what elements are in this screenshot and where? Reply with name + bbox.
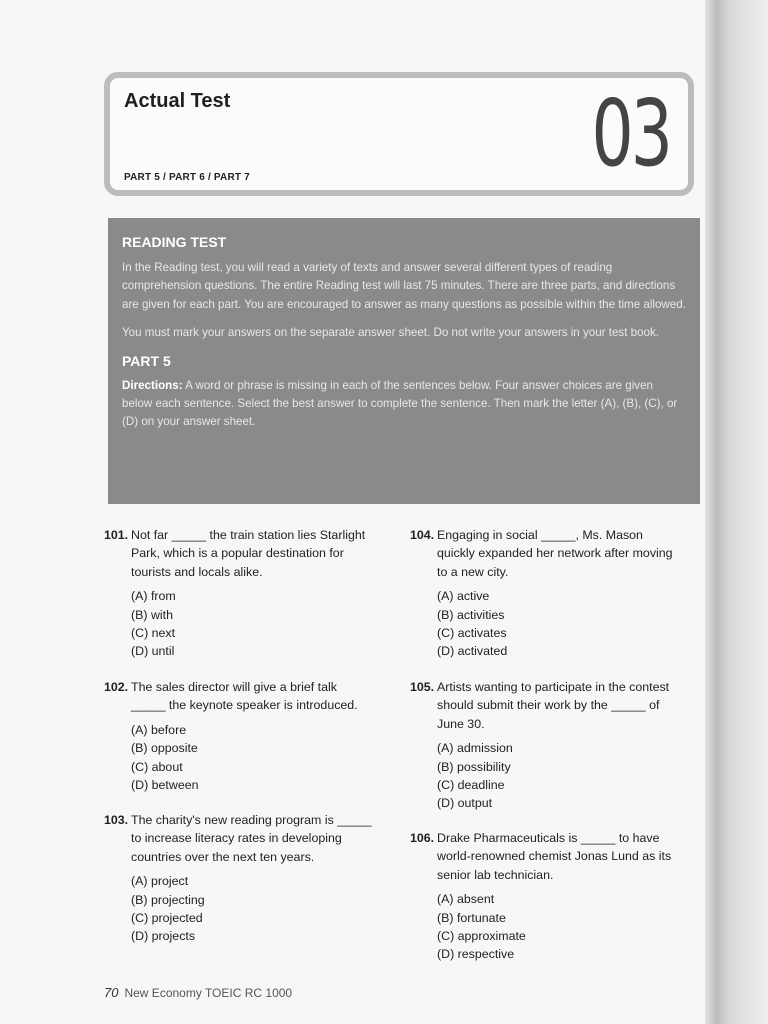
test-title: Actual Test <box>124 90 231 112</box>
option-d[interactable]: (D) activated <box>437 644 508 659</box>
answer-options <box>131 721 374 795</box>
option-c[interactable]: (C) projected <box>131 911 203 926</box>
question-number: 104. <box>410 528 435 542</box>
page-footer <box>104 985 292 1000</box>
option-d[interactable]: (D) until <box>131 644 175 659</box>
question-103 <box>104 811 374 946</box>
option-d[interactable]: (D) projects <box>131 929 196 944</box>
test-number: 03 <box>591 80 670 187</box>
reading-test-instructions <box>108 218 700 504</box>
answer-sheet-paragraph: You must mark your answers on the separate answer sheet. Do not write your answers in your test book. <box>122 326 660 340</box>
directions-label: Directions: <box>122 378 183 392</box>
answer-options <box>131 587 374 661</box>
question-105 <box>410 678 680 813</box>
question-text: Engaging in social _____, Ms. Mason quickly expanded her network after moving to a new city. <box>437 528 673 579</box>
parts-label: PART 5 / PART 6 / PART 7 <box>124 172 250 183</box>
question-number: 105. <box>410 680 435 694</box>
book-title: New Economy TOEIC RC 1000 <box>124 986 293 1000</box>
option-a[interactable]: (A) absent <box>437 892 495 907</box>
answer-options <box>437 890 680 964</box>
binding-shadow <box>705 0 768 1024</box>
question-101 <box>104 526 374 661</box>
question-number: 103. <box>104 813 129 827</box>
option-b[interactable]: (B) activities <box>437 607 505 622</box>
option-d[interactable]: (D) output <box>437 796 493 811</box>
question-text: Artists wanting to participate in the contest should submit their work by the _____ of June 30. <box>437 680 670 731</box>
option-b[interactable]: (B) fortunate <box>437 910 506 925</box>
option-b[interactable]: (B) possibility <box>437 759 511 774</box>
answer-options <box>131 872 374 946</box>
option-c[interactable]: (C) approximate <box>437 929 526 944</box>
option-c[interactable]: (C) about <box>131 759 183 774</box>
question-number: 101. <box>104 528 129 542</box>
question-text: Drake Pharmaceuticals is _____ to have world-renowned chemist Jonas Lund as its senior lab technician. <box>437 831 672 882</box>
answer-options <box>437 587 680 661</box>
part-heading: PART 5 <box>122 352 171 369</box>
option-a[interactable]: (A) before <box>131 722 187 737</box>
answer-options <box>437 739 680 813</box>
question-text: The charity's new reading program is _____ to increase literacy rates in developing countries over the next ten years. <box>131 813 372 864</box>
directions-text: A word or phrase is missing in each of the sentences below. Four answer choices are given below each sentence. Select the best answer to complete the sentence. Then mark the letter (A), (B), (C), or (D) on your answer sheet. <box>122 378 678 429</box>
question-text: Not far _____ the train station lies Starlight Park, which is a popular destination for tourists and locals alike. <box>131 528 366 579</box>
option-b[interactable]: (B) with <box>131 607 173 622</box>
question-102 <box>104 678 374 794</box>
option-a[interactable]: (A) admission <box>437 741 513 756</box>
option-d[interactable]: (D) respective <box>437 947 515 962</box>
option-a[interactable]: (A) from <box>131 589 176 604</box>
option-c[interactable]: (C) next <box>131 626 176 641</box>
question-104 <box>410 526 680 661</box>
option-d[interactable]: (D) between <box>131 778 199 793</box>
option-b[interactable]: (B) opposite <box>131 741 198 756</box>
question-text: The sales director will give a brief talk _____ the keynote speaker is introduced. <box>131 680 358 713</box>
question-number: 102. <box>104 680 129 694</box>
option-a[interactable]: (A) project <box>131 874 189 889</box>
question-106 <box>410 829 680 964</box>
reading-test-heading: READING TEST <box>122 234 227 250</box>
reading-intro-paragraph: In the Reading test, you will read a variety of texts and answer several different types of reading comprehension questions. The entire Reading test will last 75 minutes. There are three parts, and directions are given for each part. You are encouraged to answer as many questions as possible within the time allowed. <box>122 261 686 311</box>
question-number: 106. <box>410 831 435 845</box>
option-b[interactable]: (B) projecting <box>131 892 205 907</box>
option-a[interactable]: (A) active <box>437 589 490 604</box>
option-c[interactable]: (C) activates <box>437 626 507 641</box>
option-c[interactable]: (C) deadline <box>437 778 505 793</box>
page-number: 70 <box>104 985 119 1000</box>
directions-paragraph <box>122 377 686 432</box>
test-header <box>104 72 694 196</box>
